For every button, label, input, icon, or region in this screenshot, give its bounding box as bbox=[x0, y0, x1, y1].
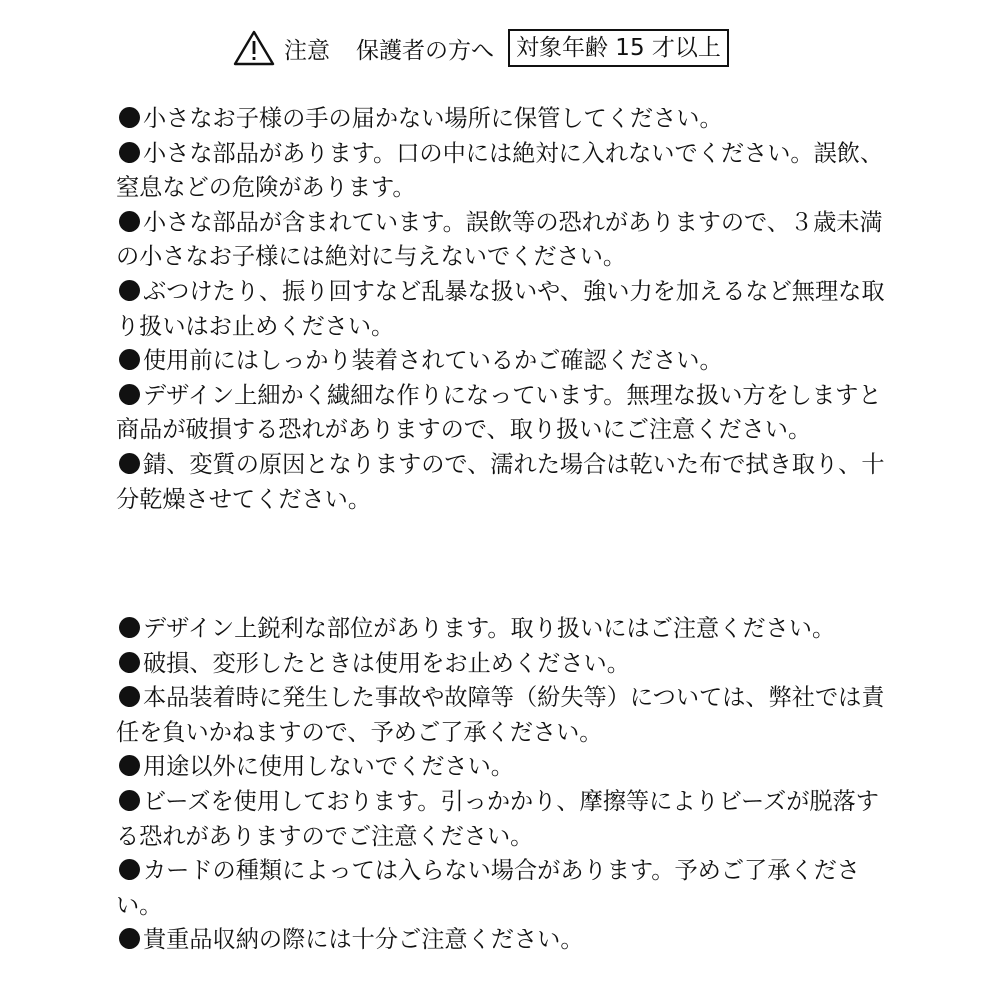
caution-item bbox=[116, 681, 896, 750]
caution-item-text: 小さなお子様の手の届かない場所に保管してください。 bbox=[143, 105, 723, 132]
caution-item-text: カードの種類によっては入らない場合があります。予めご了承ください。 bbox=[116, 857, 860, 919]
caution-item-text: ビーズを使用しております。引っかかり、摩擦等によりビーズが脱落する恐れがありますのでご注意ください。 bbox=[116, 787, 879, 850]
caution-item bbox=[116, 275, 896, 344]
caution-list-secondary bbox=[116, 612, 896, 958]
caution-item-text: 小さな部品が含まれています。誤飲等の恐れがありますので、３歳未満の小さなお子様には絶対に与えないでください。 bbox=[116, 208, 883, 271]
bullet-dot bbox=[119, 755, 140, 776]
caution-item bbox=[116, 612, 896, 647]
caution-item bbox=[116, 750, 896, 785]
caution-item bbox=[116, 206, 896, 275]
caution-item bbox=[116, 102, 896, 137]
warning-triangle-icon bbox=[232, 29, 276, 67]
bullet-dot bbox=[119, 617, 140, 638]
bullet-dot bbox=[119, 859, 140, 880]
caution-item bbox=[116, 647, 896, 682]
warning-header bbox=[232, 28, 729, 68]
caution-list-primary bbox=[116, 102, 896, 517]
caution-item bbox=[116, 379, 896, 448]
caution-title: 注意 bbox=[284, 37, 330, 64]
caution-item bbox=[116, 448, 896, 517]
caution-item-text: 小さな部品があります。口の中には絶対に入れないでください。誤飲、窒息などの危険があります。 bbox=[116, 139, 884, 202]
caution-item-text: デザイン上鋭利な部位があります。取り扱いにはご注意ください。 bbox=[143, 615, 836, 642]
bullet-dot bbox=[119, 349, 140, 370]
bullet-dot bbox=[119, 928, 140, 949]
caution-item bbox=[116, 923, 896, 958]
caution-item bbox=[116, 137, 896, 206]
caution-item-text: 用途以外に使用しないでください。 bbox=[143, 753, 514, 781]
caution-item-text: ぶつけたり、振り回すなど乱暴な扱いや、強い力を加えるなど無理な取り扱いはお止めください。 bbox=[116, 277, 885, 340]
caution-item-text: 錆、変質の原因となりますので、濡れた場合は乾いた布で拭き取り、十分乾燥させてください。 bbox=[116, 450, 885, 513]
bullet-dot bbox=[119, 384, 140, 405]
bullet-dot bbox=[119, 142, 140, 163]
guardian-notice: 保護者の方へ bbox=[356, 37, 494, 64]
caution-item-text: デザイン上細かく繊細な作りになっています。無理な扱い方をしますと商品が破損する恐れがありますので、取り扱いにご注意ください。 bbox=[116, 381, 882, 444]
caution-item-text: 貴重品収納の際には十分ご注意ください。 bbox=[143, 926, 584, 954]
target-age-label: 対象年齢 15 才以上 bbox=[508, 29, 729, 67]
bullet-dot bbox=[119, 107, 140, 128]
caution-item bbox=[116, 344, 896, 379]
caution-item-text: 破損、変形したときは使用をお止めください。 bbox=[143, 649, 630, 677]
bullet-dot bbox=[119, 211, 140, 232]
caution-item-text: 本品装着時に発生した事故や故障等（紛失等）については、弊社では責任を負いかねますので、予めご了承ください。 bbox=[116, 684, 885, 746]
bullet-dot bbox=[119, 652, 140, 673]
caution-item-text: 使用前にはしっかり装着されているかご確認ください。 bbox=[143, 347, 723, 375]
bullet-dot bbox=[119, 280, 140, 301]
bullet-dot bbox=[119, 453, 140, 474]
caution-item bbox=[116, 854, 896, 923]
caution-item bbox=[116, 785, 896, 854]
bullet-dot bbox=[119, 790, 140, 811]
bullet-dot bbox=[119, 686, 140, 707]
